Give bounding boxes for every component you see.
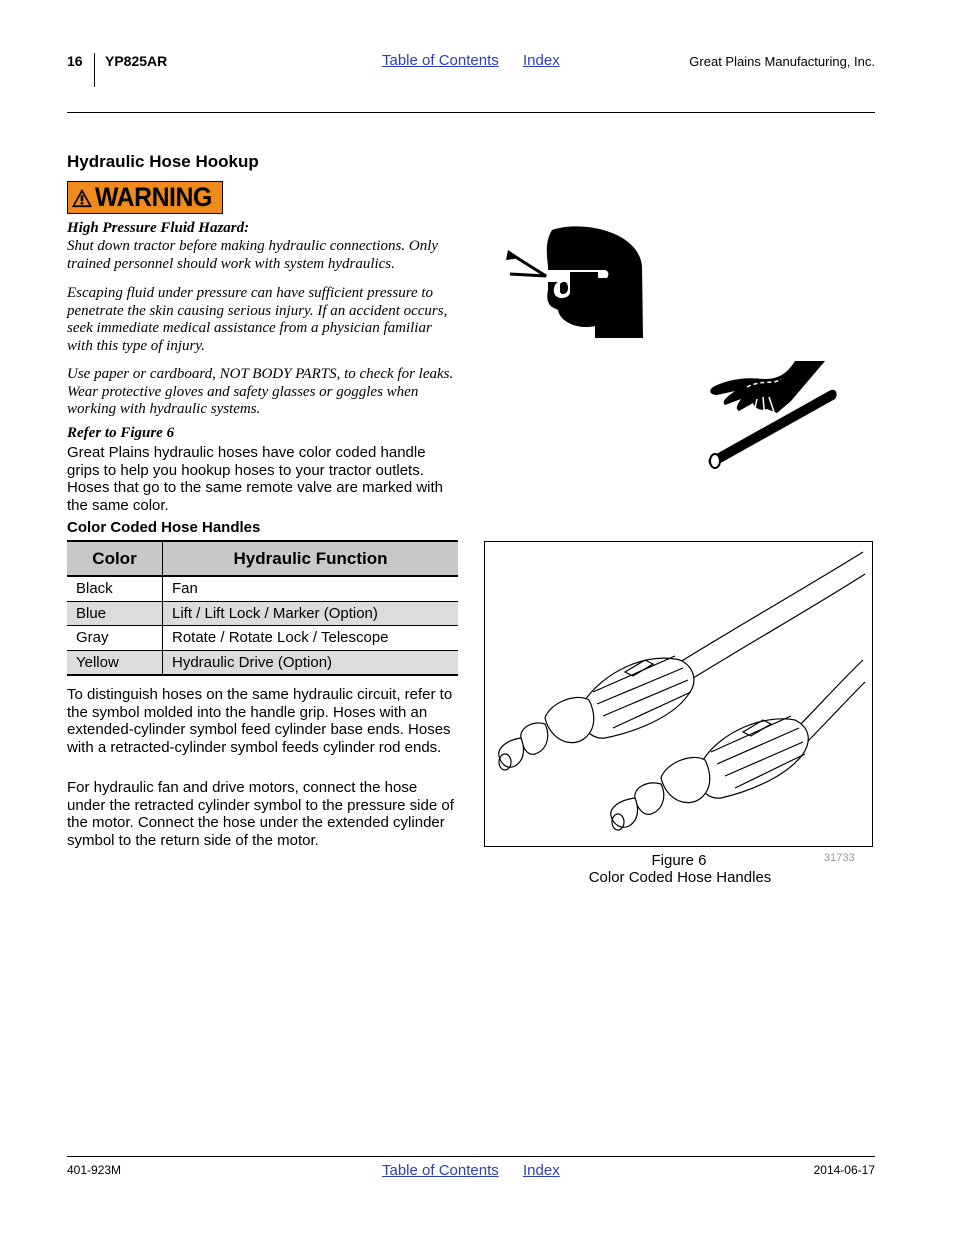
warning-triangle-icon — [71, 187, 93, 209]
footer-date: 2014-06-17 — [813, 1163, 875, 1177]
footer-rule — [67, 1156, 875, 1157]
distinguish-paragraph: To distinguish hoses on the same hydraulic circuit, refer to the symbol molded into the handle grip. Hoses with an extended-cylinder symbol feed cylinder base ends. Hoses with a retracted-cylinder symbol feeds cylinder rod ends. — [67, 686, 453, 756]
footer-index-link[interactable]: Index — [523, 1162, 560, 1179]
fan-motor-paragraph: For hydraulic fan and drive motors, connect the hose under the retracted cylinder symbol to the pressure side of the motor. Connect the hose under the extended cylinder symbol to the return side of the motor. — [67, 779, 454, 849]
column-header-color: Color — [67, 541, 163, 576]
intro-paragraph: Great Plains hydraulic hoses have color coded handle grips to help you hookup hoses to your tractor outlets. Hoses that go to the same remote valve are marked with the same color. — [67, 444, 444, 514]
figure-6-illustration — [484, 541, 873, 847]
figure-number: Figure 6 — [651, 852, 707, 869]
header-divider — [94, 53, 95, 87]
table-title: Color Coded Hose Handles — [67, 519, 261, 536]
footer-part-number: 401-923M — [67, 1163, 122, 1177]
hazard-paragraph-1: Shut down tractor before making hydraulic connections. Only trained personnel should work with system hydraulics. — [67, 238, 439, 272]
warning-label: WARNING — [95, 182, 212, 212]
hand-injection-hazard-icon — [705, 357, 840, 472]
column-header-function: Hydraulic Function — [163, 541, 459, 576]
table-header-row — [67, 541, 458, 576]
table-row — [67, 650, 458, 675]
cell-color: Blue — [67, 601, 163, 626]
header-index-link[interactable]: Index — [523, 52, 560, 69]
cell-color: Gray — [67, 626, 163, 651]
hazard-paragraph-3: Use paper or cardboard, NOT BODY PARTS, to check for leaks. Wear protective gloves and safety glasses or goggles when working with hydraulic systems. — [67, 366, 454, 417]
cell-color: Yellow — [67, 650, 163, 675]
document-id: YP825AR — [105, 53, 168, 69]
table-row — [67, 576, 458, 601]
figure-id: 31733 — [824, 852, 855, 864]
header-rule — [67, 112, 875, 113]
warning-badge — [67, 181, 223, 214]
table-row — [67, 626, 458, 651]
face-shield-hazard-icon — [500, 226, 645, 344]
hazard-paragraph-2: Escaping fluid under pressure can have sufficient pressure to penetrate the skin causing serious injury. If an accident occurs, seek immediate medical assistance from a physician familiar with this type of injury. — [67, 285, 448, 354]
header-toc-link[interactable]: Table of Contents — [382, 52, 499, 69]
table-row — [67, 601, 458, 626]
cell-function: Hydraulic Drive (Option) — [163, 650, 459, 675]
hazard-title: High Pressure Fluid Hazard: — [67, 220, 250, 236]
cell-function: Fan — [163, 576, 459, 601]
section-title: Hydraulic Hose Hookup — [67, 152, 259, 171]
cell-function: Rotate / Rotate Lock / Telescope — [163, 626, 459, 651]
page-number: 16 — [67, 53, 83, 69]
cell-color: Black — [67, 576, 163, 601]
footer-toc-link[interactable]: Table of Contents — [382, 1162, 499, 1179]
color-code-table — [67, 540, 458, 676]
figure-caption: Color Coded Hose Handles — [588, 869, 772, 886]
figure-reference: Refer to Figure 6 — [67, 425, 175, 441]
cell-function: Lift / Lift Lock / Marker (Option) — [163, 601, 459, 626]
company-name: Great Plains Manufacturing, Inc. — [689, 54, 875, 69]
